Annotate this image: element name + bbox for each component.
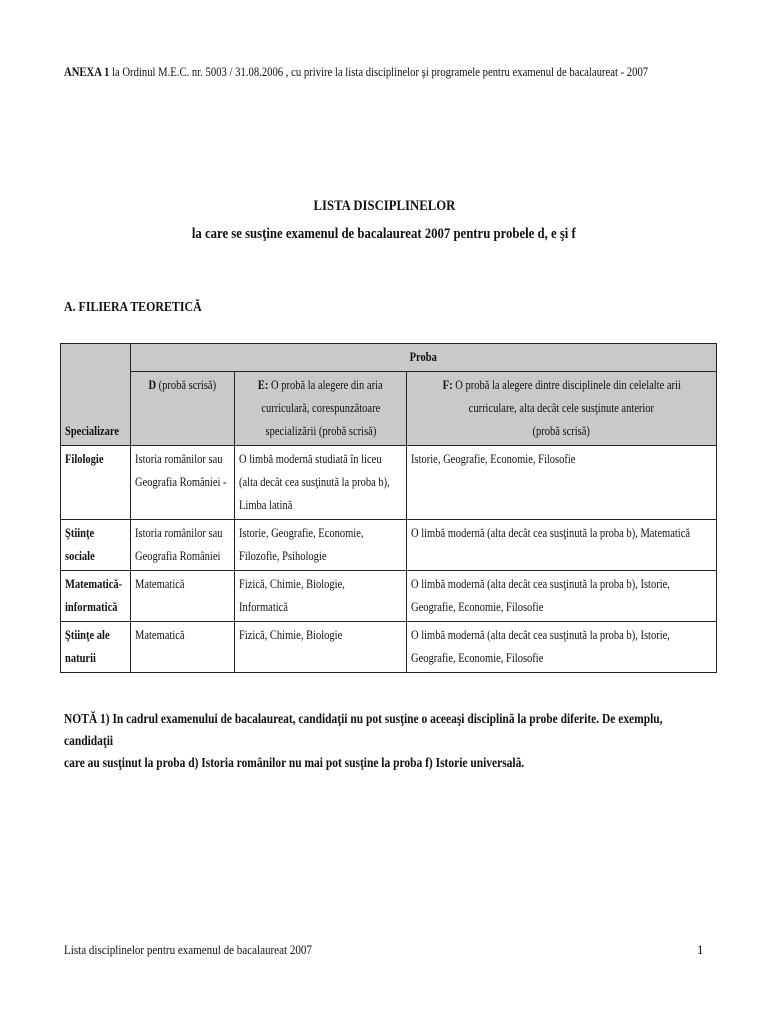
cell-proba-e: Fizică, Chimie, Biologie <box>235 622 407 673</box>
document-title: LISTA DISCIPLINELOR <box>313 198 455 214</box>
cell-proba-f: O limbă modernă (alta decât cea susţinută la proba b), Istorie, Geografie, Economie, Filosofie <box>407 622 717 673</box>
document-subtitle: la care se susţine examenul de bacalaureat 2007 pentru probele d, e şi f <box>192 226 576 242</box>
cell-proba-d: Matematică <box>131 571 235 622</box>
note-line-2: care au susţinut la proba d) Istoria românilor nu mai pot susţine la proba f) Istorie universală. <box>64 755 525 770</box>
table-row <box>61 520 717 571</box>
header-proba-e: E: O probă la alegere din aria curriculară, corespunzătoare specializării (probă scrisă) <box>235 372 407 446</box>
cell-proba-f: O limbă modernă (alta decât cea susţinută la proba b), Matematică <box>407 520 717 571</box>
header-proba: Proba <box>131 344 717 372</box>
page-number: 1 <box>697 942 704 957</box>
table-row <box>61 446 717 520</box>
table-row <box>61 622 717 673</box>
table-row <box>61 571 717 622</box>
cell-proba-e: Istorie, Geografie, Economie, Filozofie, Psihologie <box>235 520 407 571</box>
cell-proba-f: Istorie, Geografie, Economie, Filosofie <box>407 446 717 520</box>
cell-specializare: Matematică- informatică <box>61 571 131 622</box>
cell-specializare: Ştiinţe sociale <box>61 520 131 571</box>
annex-label: ANEXA 1 <box>64 64 110 79</box>
cell-proba-d: Matematică <box>131 622 235 673</box>
cell-proba-f: O limbă modernă (alta decât cea susţinută la proba b), Istorie, Geografie, Economie, Filosofie <box>407 571 717 622</box>
cell-specializare: Ştiinţe ale naturii <box>61 622 131 673</box>
section-heading: A. FILIERA TEORETICĂ <box>64 300 202 315</box>
header-proba-d: D (probă scrisă) <box>131 372 235 446</box>
header-specializare: Specializare <box>61 344 131 446</box>
note-paragraph <box>64 708 710 774</box>
note-line-1: NOTĂ 1) In cadrul examenului de bacalaureat, candidaţii nu pot susţine o aceeaşi disciplină la probe diferite. De exemplu, candidaţii <box>64 711 663 748</box>
cell-proba-d: Istoria românilor sau Geografia României <box>131 520 235 571</box>
cell-proba-e: O limbă modernă studiată în liceu (alta decât cea susţinută la proba b), Limba latină <box>235 446 407 520</box>
cell-specializare: Filologie <box>61 446 131 520</box>
cell-proba-e: Fizică, Chimie, Biologie, Informatică <box>235 571 407 622</box>
annex-text: la Ordinul M.E.C. nr. 5003 / 31.08.2006 , cu privire la lista disciplinelor şi programele pentru examenul de bacalaureat - 2007 <box>109 64 649 79</box>
cell-proba-d: Istoria românilor sau Geografia României - <box>131 446 235 520</box>
footer-text: Lista disciplinelor pentru examenul de bacalaureat 2007 <box>64 942 312 957</box>
header-proba-f: F: O probă la alegere dintre disciplinele din celelalte arii curriculare, alta decât cele susţinute anterior (probă scrisă) <box>407 372 717 446</box>
disciplines-table <box>60 343 717 673</box>
annex-header <box>64 64 649 80</box>
